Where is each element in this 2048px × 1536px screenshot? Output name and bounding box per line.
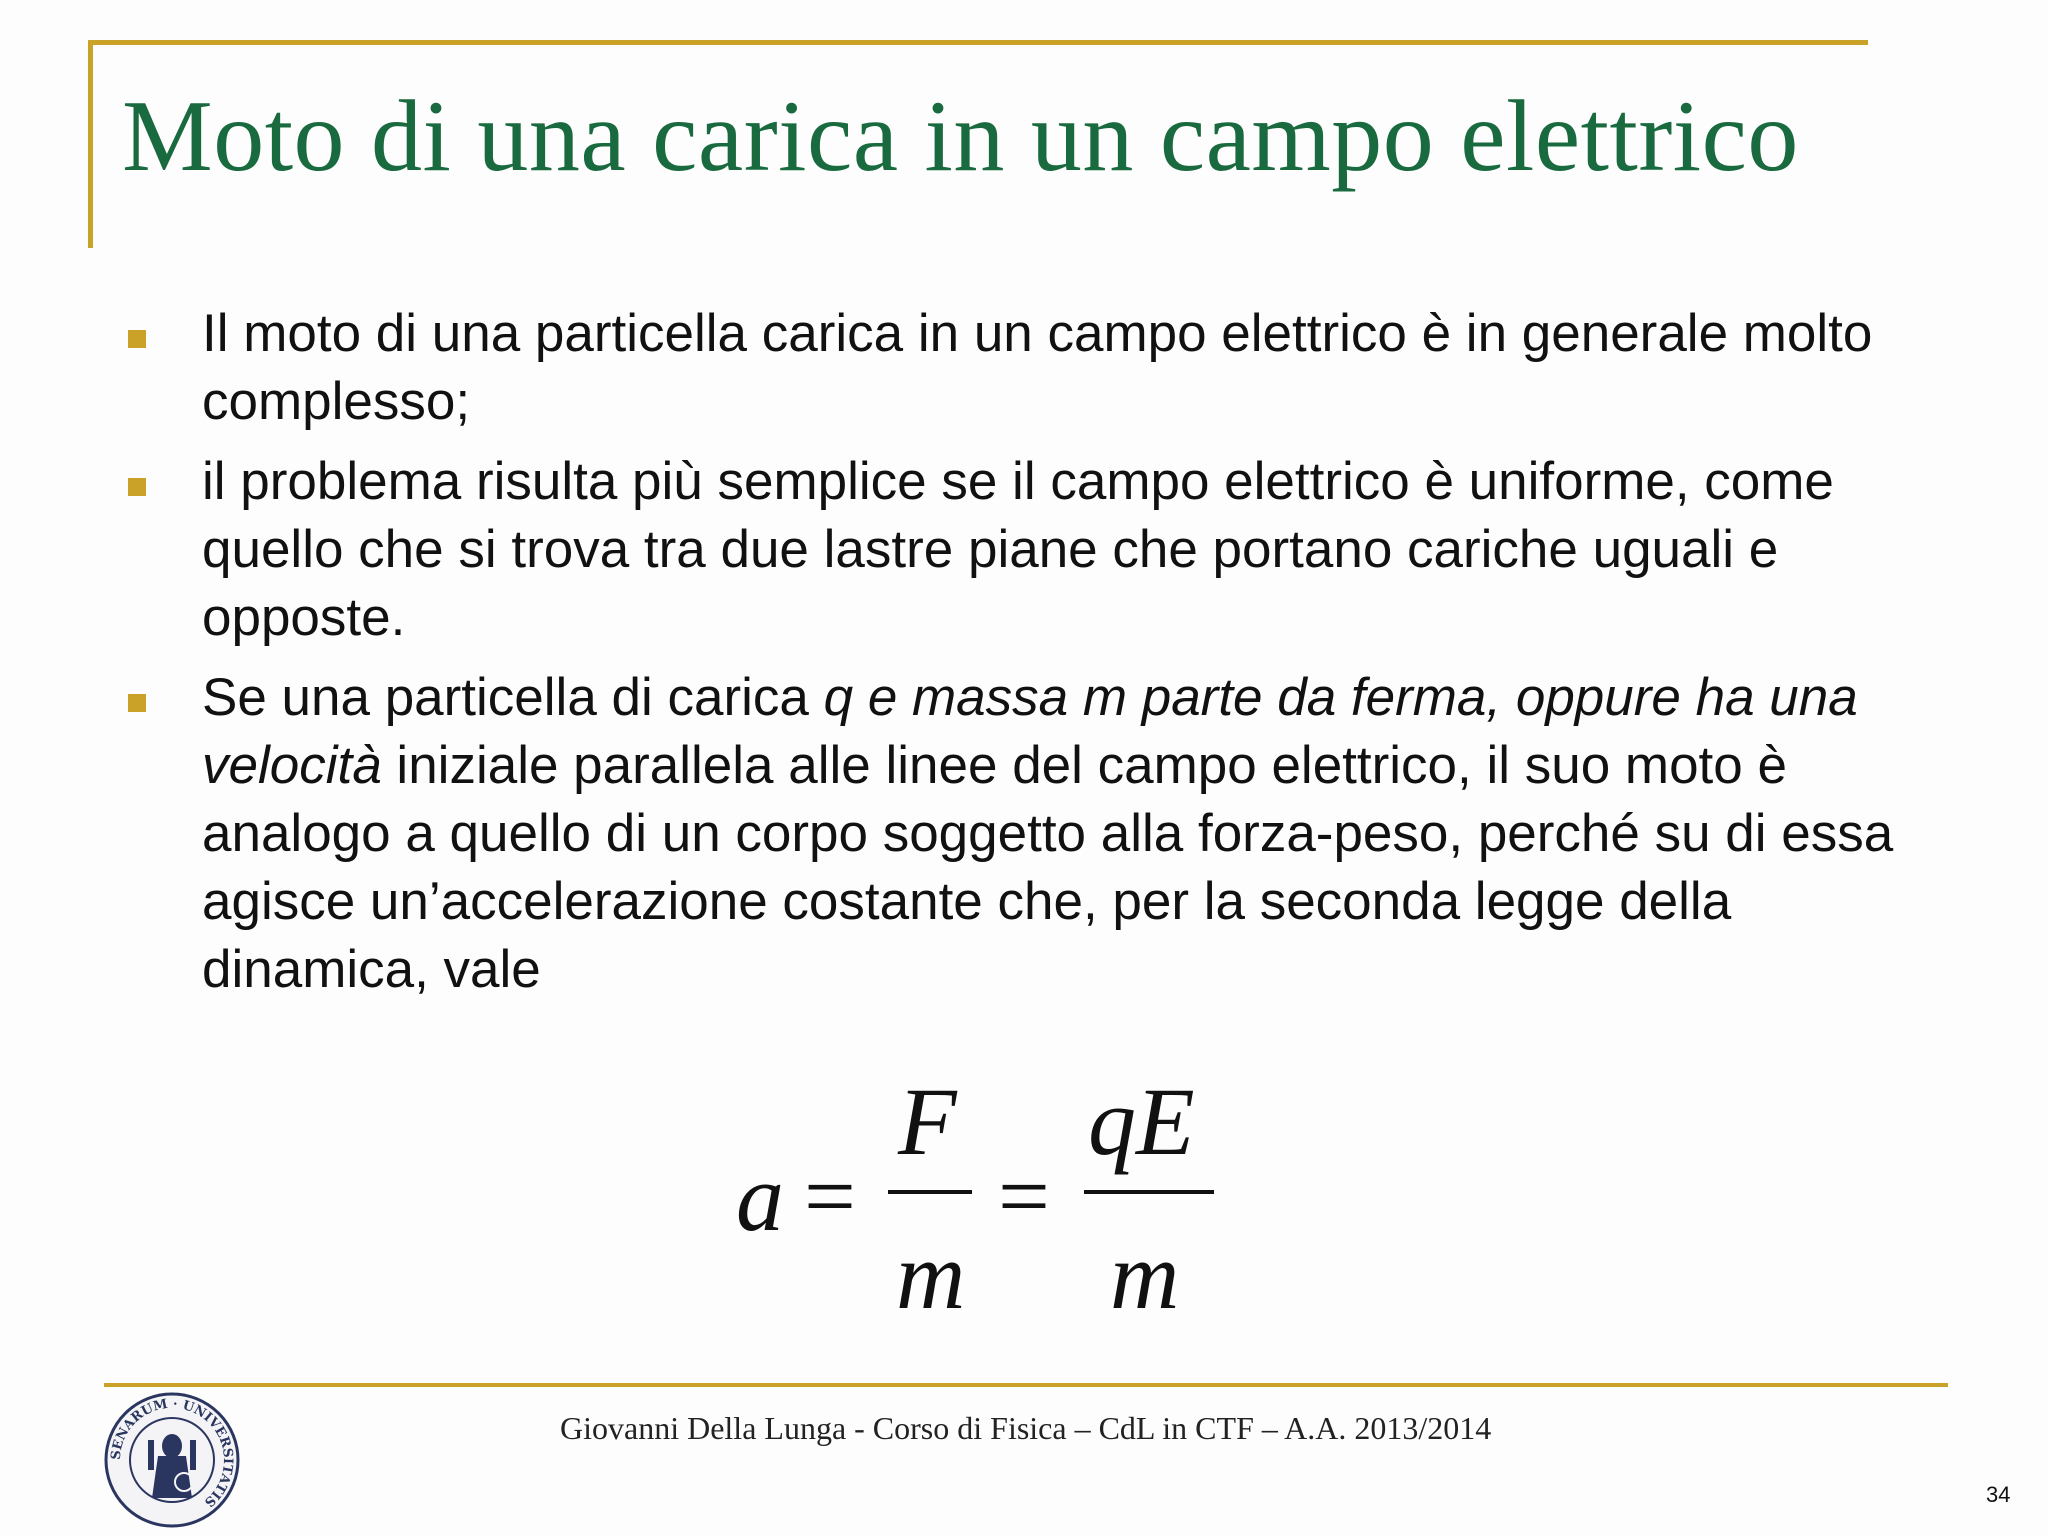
page-number: 34 <box>1986 1482 2011 1507</box>
bullet-item <box>124 300 1904 436</box>
bullet-text <box>202 664 1904 1004</box>
formula-frac2-bar <box>1084 1190 1214 1194</box>
formula-frac2-denominator: m <box>1110 1222 1180 1329</box>
title-left-rule <box>88 40 93 248</box>
university-seal-icon <box>102 1390 242 1530</box>
formula-frac1-bar <box>888 1190 972 1194</box>
square-bullet-icon <box>128 330 146 348</box>
seal-lettering: SENARUM · UNIVERSITATIS <box>108 1396 236 1510</box>
bullet-item <box>124 448 1904 652</box>
formula-frac2-numerator: qE <box>1088 1068 1195 1175</box>
formula-equals-2: = <box>998 1145 1050 1247</box>
square-bullet-icon <box>128 694 146 712</box>
bullet-text-prefix: Se una particella di carica <box>202 668 824 727</box>
title-top-rule <box>88 40 1868 45</box>
square-bullet-icon <box>128 478 146 496</box>
formula-equals-1: = <box>804 1145 856 1247</box>
acceleration-formula <box>728 1068 1248 1329</box>
formula-lhs: a <box>736 1144 784 1251</box>
formula-frac1-denominator: m <box>896 1222 966 1329</box>
bullet-item <box>124 664 1904 1004</box>
footer-text: Giovanni Della Lunga - Corso di Fisica – CdL in CTF – A.A. 2013/2014 <box>560 1410 1492 1446</box>
bullet-text-italic: q e massa m parte da ferma, oppure ha una velocità <box>202 668 1858 795</box>
footer-rule <box>104 1383 1948 1387</box>
bullet-text: il problema risulta più semplice se il campo elettrico è uniforme, come quello che si trova tra due lastre piane che portano cariche uguali e opposte. <box>202 452 1834 647</box>
formula-frac1-numerator: F <box>898 1068 957 1175</box>
bullet-list <box>124 300 1904 1016</box>
bullet-text: Il moto di una particella carica in un campo elettrico è in generale molto complesso; <box>202 304 1873 431</box>
slide-title: Moto di una carica in un campo elettrico <box>122 80 1799 193</box>
bullet-text-suffix: iniziale parallela alle linee del campo elettrico, il suo moto è analogo a quello di un corpo soggetto alla forza-peso, perché su di essa agisce un’accelerazione costante che, per la seconda legge della dinamica, vale <box>202 736 1894 999</box>
